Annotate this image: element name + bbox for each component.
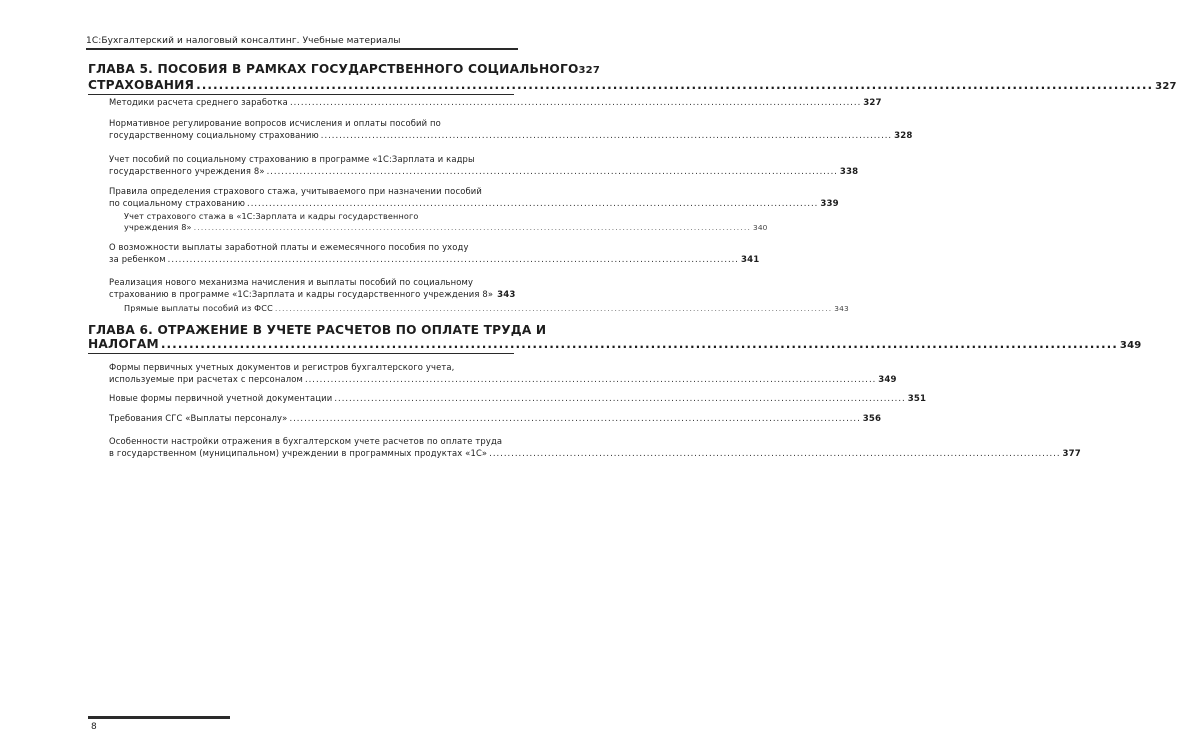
toc-entry-title: Методики расчета среднего заработка (109, 97, 288, 107)
toc-chapter-6[interactable] (88, 323, 1142, 354)
toc-entry-title: Прямые выплаты пособий из ФСС (124, 303, 273, 313)
toc-subentry[interactable] (124, 211, 768, 233)
leader-dots: ............................................................................................................................................................ (334, 393, 906, 403)
toc-entry-title: за ребенком (109, 253, 166, 264)
toc-subentry[interactable] (124, 303, 849, 314)
toc-entry[interactable] (109, 118, 913, 142)
leader-dots: ............................................................................................................................................................ (489, 447, 1061, 458)
toc-entry-line (109, 393, 927, 406)
toc-entry-line (109, 413, 882, 426)
toc-entry-line (109, 289, 514, 302)
toc-chapter-5-page-1: 327 (578, 65, 600, 76)
toc-entry-line (109, 129, 913, 143)
toc-entry-line (109, 447, 1081, 461)
toc-entry-title: Особенности настройки отражения в бухгалтерском учете расчетов по оплате труда (109, 436, 503, 446)
leader-dots: ............................................................................................................................................................ (193, 222, 751, 232)
toc-entry-page: 377 (1062, 448, 1081, 459)
toc-entry[interactable] (109, 393, 927, 406)
toc-entry-title: по социальному страхованию (109, 197, 246, 208)
toc-entry-title: О возможности выплаты заработной платы и ежемесячного пособия по уходу (109, 242, 469, 252)
toc-entry[interactable] (109, 277, 514, 301)
toc-entry-page: 328 (894, 130, 913, 141)
toc-entry-line (124, 303, 849, 314)
leader-dots: ............................................................................................................................................................ (247, 197, 819, 208)
toc-entry-title: учреждения 8» (124, 222, 192, 232)
toc-entry-page: 356 (862, 414, 882, 424)
toc-entry-page: 343 (497, 289, 516, 300)
toc-entry-title: Требования СГС «Выплаты персоналу» (109, 413, 288, 423)
leader-dots: ............................................................................................................................................................ (320, 129, 893, 140)
toc-entry-title: страхованию в программе «1С:Зарплата и кадры государственного учреждения 8» (109, 288, 494, 299)
header-rule (86, 48, 518, 50)
toc-entry-title: используемые при расчетах с персоналом (109, 373, 303, 384)
leader-dots: .......................................................................................................................................................................... (196, 78, 1154, 92)
toc-entry-page: 340 (752, 223, 768, 232)
toc-chapter-6-title-1: ГЛАВА 6. ОТРАЖЕНИЕ В УЧЕТЕ РАСЧЕТОВ ПО ОПЛАТЕ ТРУДА И (88, 323, 547, 337)
toc-entry-line (109, 436, 514, 448)
toc-chapter-5-line2 (88, 78, 1177, 95)
toc-entry-title: Формы первичных учетных документов и регистров бухгалтерского учета, (109, 362, 455, 372)
toc-chapter-6-title-2: НАЛОГАМ (88, 337, 159, 351)
toc-entry-line (109, 253, 760, 267)
toc-entry-title: в государственном (муниципальном) учреждении в программных продуктах «1С» (109, 447, 488, 458)
toc-entry-line (109, 362, 514, 374)
toc-entry-title: Учет пособий по социальному страхованию в программе «1С:Зарплата и кадры (109, 154, 475, 164)
toc-entry[interactable] (109, 97, 882, 110)
toc-entry-line (124, 211, 514, 222)
toc-entry-line (109, 186, 514, 198)
toc-entry-page: 341 (740, 254, 760, 265)
toc-entry-page: 327 (863, 98, 882, 108)
toc-entry-page: 343 (834, 304, 849, 313)
toc-chapter-6-page: 349 (1119, 340, 1142, 351)
toc-chapter-5-title-1: ГЛАВА 5. ПОСОБИЯ В РАМКАХ ГОСУДАРСТВЕННОГО СОЦИАЛЬНОГО (88, 62, 579, 76)
toc-entry-page: 351 (907, 394, 927, 404)
leader-dots: ............................................................................................................................................................ (274, 303, 833, 313)
toc-entry-line (109, 197, 839, 211)
toc-entry-title: Реализация нового механизма начисления и выплаты пособий по социальному (109, 277, 474, 287)
toc-entry-title: государственного учреждения 8» (109, 165, 265, 176)
toc-entry-title: Нормативное регулирование вопросов исчисления и оплаты пособий по (109, 118, 441, 128)
toc-entry[interactable] (109, 242, 760, 266)
toc-chapter-5-line1 (88, 62, 600, 78)
toc-chapter-5[interactable] (88, 62, 1177, 95)
toc-entry-page: 349 (878, 374, 897, 385)
toc-entry[interactable] (109, 362, 897, 386)
toc-entry-title: государственному социальному страхованию (109, 129, 319, 140)
toc-chapter-5-title-2: СТРАХОВАНИЯ (88, 78, 195, 92)
toc-entry-line (109, 165, 859, 179)
toc-entry[interactable] (109, 413, 882, 426)
toc-chapter-5-page-2: 327 (1155, 81, 1177, 92)
toc-entry-line (109, 154, 514, 166)
footer-rule (88, 716, 230, 719)
toc-entry[interactable] (109, 436, 1081, 460)
toc-entry-line (109, 97, 882, 110)
running-header: 1С:Бухгалтерский и налоговый консалтинг. Учебные материалы (86, 36, 401, 46)
page-number: 8 (91, 722, 97, 732)
leader-dots: ............................................................................................................................................................ (167, 253, 739, 264)
leader-dots: ............................................................................................................................................................ (266, 165, 838, 176)
toc-entry-line (109, 118, 514, 130)
toc-entry-line (109, 373, 897, 387)
toc-entry-line (109, 242, 514, 254)
toc-entry[interactable] (109, 154, 859, 178)
leader-dots: ............................................................................................................................................................ (304, 373, 877, 384)
toc-entry-title: Правила определения страхового стажа, учитываемого при назначении пособий (109, 186, 482, 196)
toc-entry-line (109, 277, 514, 289)
toc-entry-page: 339 (820, 198, 839, 209)
leader-dots: .......................................................................................................................................................................... (160, 337, 1118, 351)
toc-entry-title: Учет страхового стажа в «1С:Зарплата и кадры государственного (124, 211, 419, 221)
toc-entry-page: 338 (839, 166, 859, 177)
toc-chapter-6-line2 (88, 337, 1142, 354)
toc-entry-title: Новые формы первичной учетной документации (109, 393, 333, 403)
toc-chapter-6-line1 (88, 323, 547, 337)
leader-dots: ............................................................................................................................................................ (289, 97, 862, 107)
leader-dots: ............................................................................................................................................................ (289, 413, 861, 423)
toc-entry[interactable] (109, 186, 839, 210)
toc-entry-line (124, 222, 768, 233)
